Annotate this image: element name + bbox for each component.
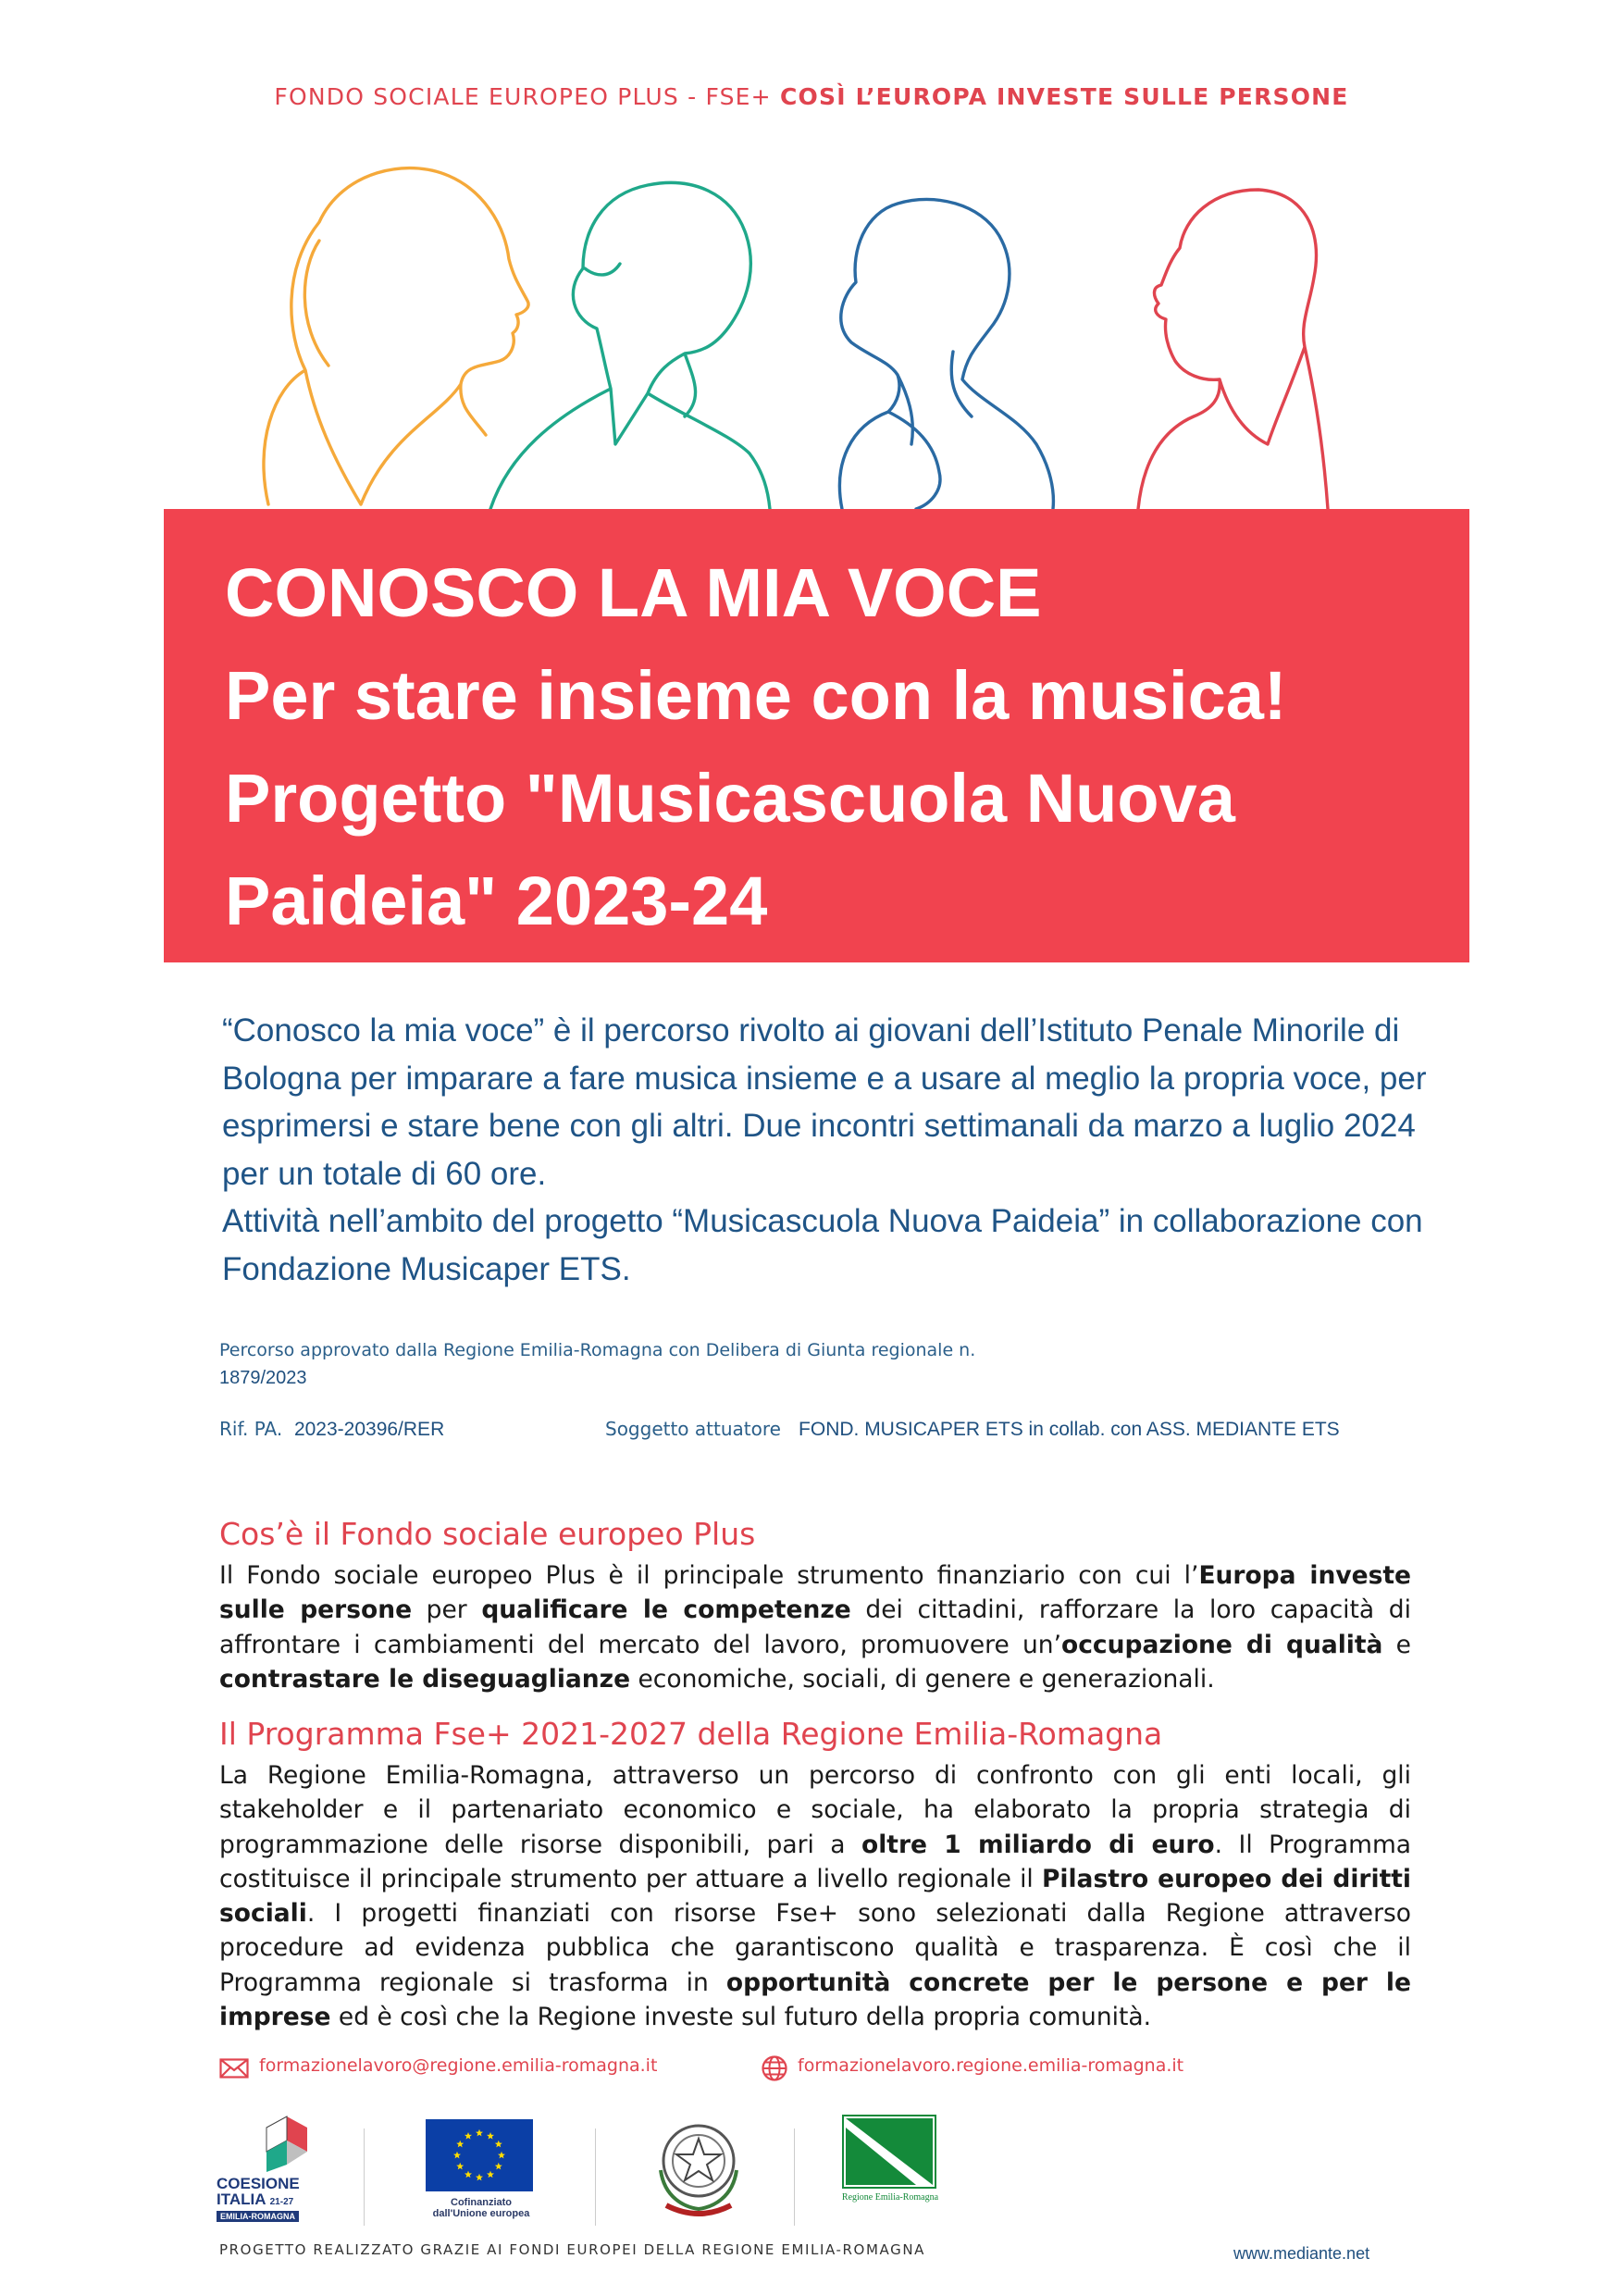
- banner-title-line-2: Per stare insieme con la musica!: [225, 657, 1287, 734]
- fse-text-2: per: [412, 1595, 482, 1625]
- fse-bold-1: Europa investe sulle persone: [219, 1561, 1411, 1625]
- italian-emblem-icon: [648, 2115, 750, 2226]
- section-fse-body: [219, 1558, 1411, 1696]
- logo-divider-3: [794, 2128, 795, 2226]
- fse-text-4: e: [1382, 1630, 1411, 1659]
- coesione-line-1: COESIONE: [217, 2175, 300, 2192]
- banner-title-line-4: Paideia" 2023-24: [225, 863, 768, 939]
- programma-bold-1: oltre 1 miliardo di euro: [861, 1830, 1215, 1859]
- eu-caption-2: dall'Unione europea: [432, 2208, 530, 2219]
- tagline-left: FONDO SOCIALE EUROPEO PLUS - FSE+: [274, 83, 772, 110]
- fse-text-5: economiche, sociali, di genere e generazionali.: [630, 1664, 1215, 1694]
- website-link[interactable]: formazionelavoro.regione.emilia-romagna.it: [798, 2055, 1184, 2076]
- regione-caption: Regione Emilia-Romagna: [841, 2192, 939, 2203]
- banner-title-line-3: Progetto "Musicascuola Nuova: [225, 760, 1235, 837]
- globe-icon: [761, 2054, 788, 2082]
- intro-text: [222, 1007, 1443, 1293]
- yellow-profile-figure: [264, 168, 528, 504]
- coesione-region: EMILIA-ROMAGNA: [217, 2211, 299, 2222]
- fse-bold-4: contrastare le diseguaglianze: [219, 1664, 631, 1694]
- soggetto-value: FOND. MUSICAPER ETS in collab. con ASS. MEDIANTE ETS: [799, 1419, 1340, 1440]
- programma-bold-2: Pilastro europeo dei diritti sociali: [219, 1864, 1411, 1929]
- title-banner: [164, 509, 1469, 962]
- programma-text-4: ed è così che la Regione investe sul futuro della propria comunità.: [330, 2003, 1152, 2032]
- red-profile-figure: [1138, 190, 1328, 509]
- people-line-illustration: [250, 139, 1332, 514]
- eu-logo: [426, 2119, 537, 2230]
- coesione-line-2: ITALIA: [217, 2191, 266, 2208]
- rif-label: Rif. PA.: [219, 1418, 283, 1440]
- rif-pa: [219, 1418, 444, 1441]
- eu-caption-1: Cofinanziato: [451, 2197, 512, 2208]
- intro-paragraph-1: “Conosco la mia voce” è il percorso rivolto ai giovani dell’Istituto Penale Minorile di Bologna per imparare a fare musica insieme e a usare al meglio la propria voce, per esprimersi e stare bene con gli altri. Due incontri settimanali da marzo a luglio 2024 per un totale di 60 ore.: [222, 1012, 1427, 1192]
- section-programma-title: Il Programma Fse+ 2021-2027 della Regione Emilia-Romagna: [219, 1716, 1163, 1752]
- programma-bold-3: opportunità concrete per le persone e per le imprese: [219, 1967, 1411, 2032]
- programma-text-2: . Il Programma costituisce il principale strumento per attuare a livello regionale il: [219, 1830, 1411, 1893]
- mail-icon: [219, 2058, 249, 2079]
- fse-bold-3: occupazione di qualità: [1061, 1630, 1383, 1659]
- coesione-cube-icon: [250, 2115, 324, 2172]
- green-figure: [490, 182, 770, 509]
- email-link[interactable]: formazionelavoro@regione.emilia-romagna.it: [259, 2055, 658, 2076]
- soggetto-label: Soggetto attuatore: [605, 1418, 781, 1440]
- soggetto-attuatore: [605, 1418, 1340, 1441]
- programma-text-1: La Regione Emilia-Romagna, attraverso un percorso di confronto con gli enti locali, gli stakeholder e il partenariato economico e sociale, ha elaborato la propria strategia di programmazione delle risorse disponibili, pari a: [219, 1761, 1411, 1859]
- regione-emilia-romagna-logo: [842, 2115, 944, 2226]
- eu-flag-icon: [426, 2119, 533, 2191]
- coesione-years: 21-27: [269, 2197, 294, 2207]
- blue-figure: [839, 199, 1053, 509]
- banner-title-line-1: CONOSCO LA MIA VOCE: [225, 554, 1042, 631]
- coesione-italia-logo: [217, 2115, 355, 2226]
- top-tagline: [0, 83, 1623, 110]
- delibera-number: 1879/2023: [219, 1368, 307, 1388]
- intro-paragraph-2: Attività nell’ambito del progetto “Musicascuola Nuova Paideia” in collaborazione con Fondazione Musicaper ETS.: [222, 1203, 1423, 1287]
- approval-text: Percorso approvato dalla Regione Emilia-Romagna con Delibera di Giunta regionale n.: [219, 1340, 976, 1360]
- repubblica-italiana-emblem: [648, 2115, 750, 2226]
- logo-divider-2: [595, 2128, 596, 2226]
- regione-emblem-icon: [842, 2115, 936, 2189]
- footer-note: PROGETTO REALIZZATO GRAZIE AI FONDI EUROPEI DELLA REGIONE EMILIA-ROMAGNA: [219, 2241, 926, 2258]
- tagline-right: COSÌ L’EUROPA INVESTE SULLE PERSONE: [779, 83, 1349, 110]
- programma-text-3: . I progetti finanziati con risorse Fse+ sono selezionati dalla Regione attraverso procedure ad evidenza pubblica che garantiscono qualità e trasparenza. È così che il Programma regionale si trasforma in: [219, 1899, 1411, 1997]
- rif-value: 2023-20396/RER: [293, 1419, 445, 1440]
- logo-divider-1: [364, 2128, 365, 2226]
- fse-text-1: Il Fondo sociale europeo Plus è il principale strumento finanziario con cui l’: [219, 1561, 1199, 1590]
- fse-bold-2: qualificare le competenze: [481, 1595, 851, 1625]
- approval-note: [219, 1333, 1450, 1388]
- footer-url[interactable]: www.mediante.net: [1233, 2244, 1370, 2263]
- fse-text-3: dei cittadini, rafforzare la loro capacità di affrontare i cambiamenti del mercato del lavoro, promuovere un’: [219, 1595, 1411, 1659]
- section-fse-title: Cos’è il Fondo sociale europeo Plus: [219, 1516, 756, 1552]
- section-programma-body: [219, 1758, 1411, 2034]
